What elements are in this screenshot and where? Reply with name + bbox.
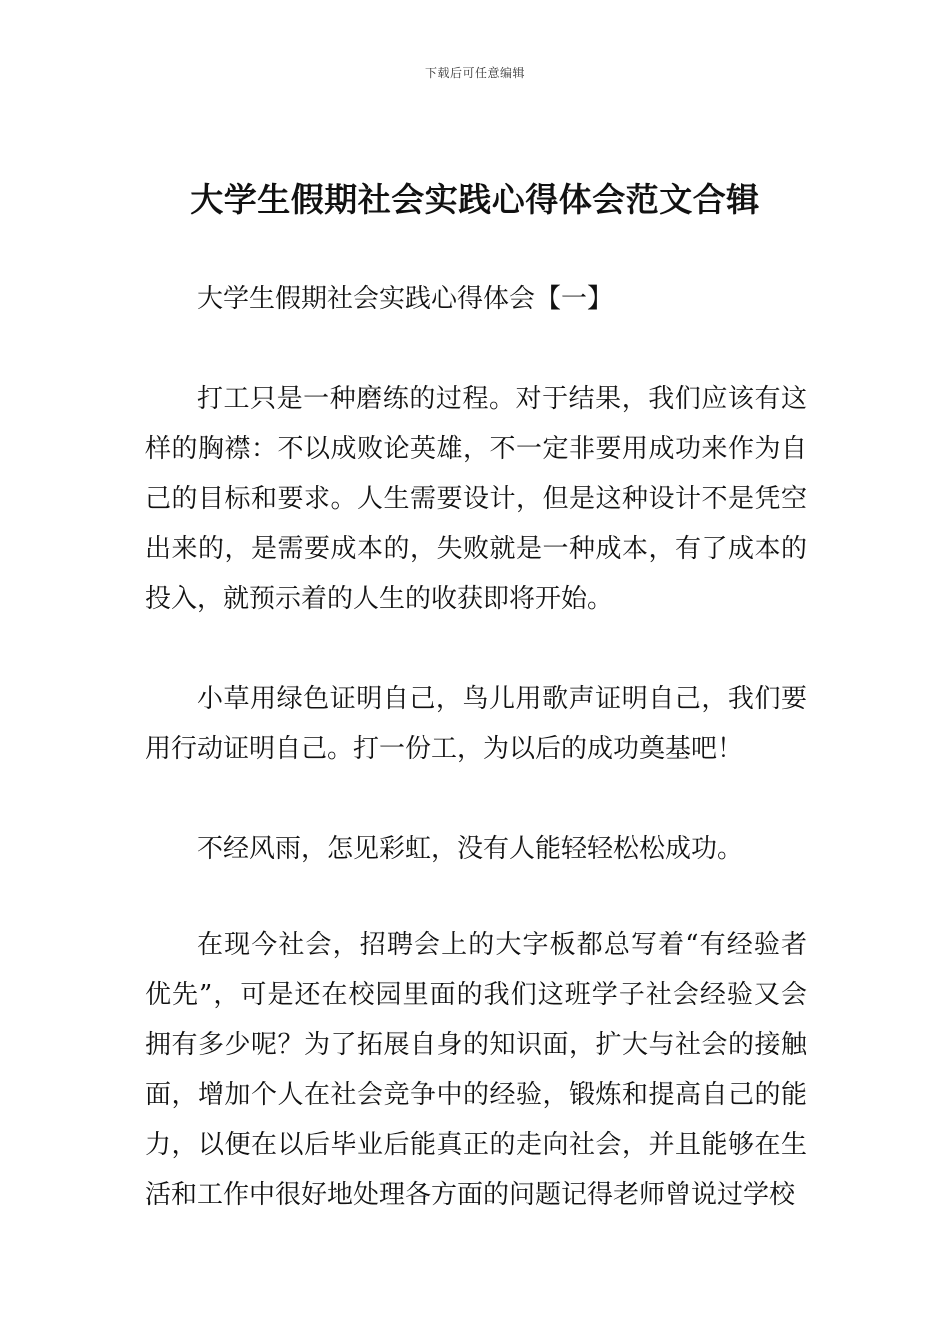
document-title: 大学生假期社会实践心得体会范文合辑 — [190, 180, 760, 219]
paragraph-3: 不经风雨，怎见彩虹，没有人能轻轻松松成功。 — [197, 834, 744, 864]
paragraph-1: 打工只是一种磨练的过程。对于结果，我们应该有这样的胸襟：不以成败论英雄，不一定非要用成功来作为自己的目标和要求。人生需要设计，但是这种设计不是凭空出来的，是需要成本的，失败就是一种成本，有了成本的投入，就预示着的人生的收获即将开始。 — [145, 384, 807, 614]
paragraph-4: 在现今社会，招聘会上的大字板都总写着“有经验者优先”，可是还在校园里面的我们这班学子社会经验又会拥有多少呢？为了拓展自身的知识面，扩大与社会的接触面，增加个人在社会竞争中的经验，锻炼和提高自己的能力，以便在以后毕业后能真正的走向社会，并且能够在生活和工作中很好地处理各方面的问题记得老师曾说过学校 — [145, 930, 807, 1210]
paragraph-2: 小草用绿色证明自己，鸟儿用歌声证明自己，我们要用行动证明自己。打一份工，为以后的成功奠基吧！ — [145, 684, 807, 764]
section-subtitle: 大学生假期社会实践心得体会【一】 — [197, 284, 614, 314]
header-note: 下载后可任意编辑 — [424, 66, 525, 80]
